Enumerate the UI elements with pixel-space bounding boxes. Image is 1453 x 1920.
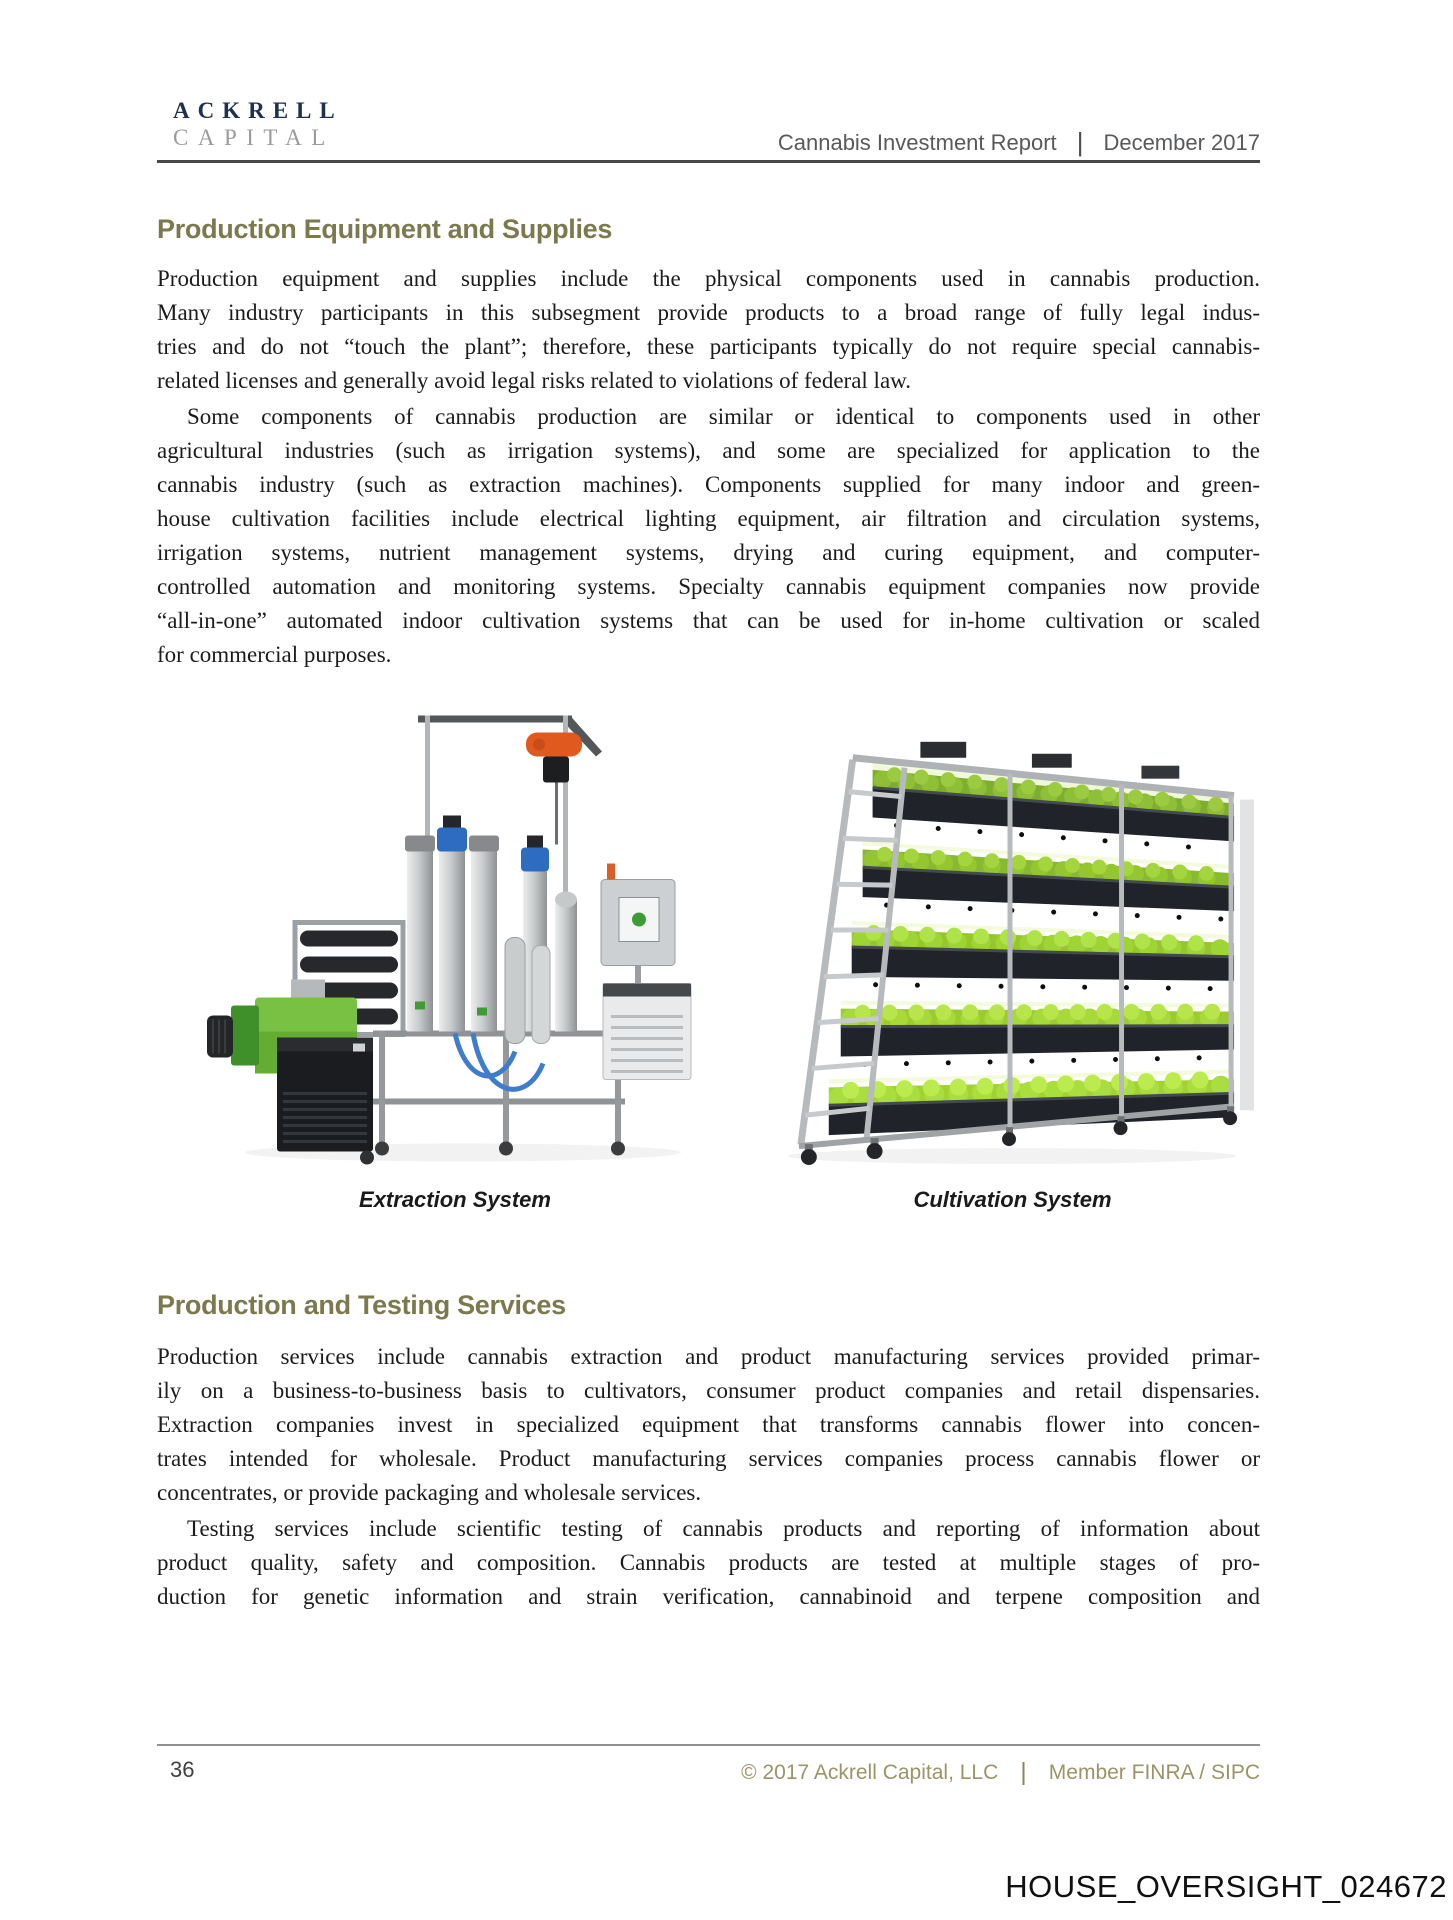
section-paragraphs [157, 262, 1260, 672]
figure-caption: Extraction System [359, 1187, 551, 1212]
extraction-system-image [205, 700, 705, 1168]
text-line: controlled automation and monitoring systems. Specialty cannabis equipment companies now provide [157, 574, 1260, 599]
ackrell-capital-logo [173, 99, 343, 149]
footer-right [741, 1757, 1260, 1786]
logo-line-capital: CAPITAL [173, 125, 335, 150]
bates-stamp-watermark: HOUSE_OVERSIGHT_024672 [1005, 1869, 1447, 1904]
text-line: Production services include cannabis extraction and product manufacturing services provided primar- [157, 1344, 1260, 1369]
text-line: ily on a business-to-business basis to cultivators, consumer product companies and retail dispensaries. [157, 1378, 1260, 1403]
header-separator: | [1076, 127, 1084, 157]
header-right [778, 126, 1260, 157]
footer-membership: Member FINRA / SIPC [1048, 1761, 1260, 1784]
text-line: duction for genetic information and strain verification, cannabinoid and terpene composition and [157, 1584, 1260, 1609]
footer-rule [157, 1744, 1260, 1746]
figure-caption: Cultivation System [913, 1187, 1112, 1212]
section-heading: Production Equipment and Supplies [157, 214, 613, 244]
paragraph [157, 1512, 1260, 1614]
footer-copyright: © 2017 Ackrell Capital, LLC [741, 1761, 999, 1784]
paragraph [157, 262, 1260, 398]
logo-line-ackrell: ACKRELL [173, 98, 343, 123]
text-line: house cultivation facilities include electrical lighting equipment, air filtration and circulation systems, [157, 506, 1260, 531]
extraction-system-figure [205, 700, 705, 1213]
header-rule [157, 160, 1260, 163]
cultivation-system-image [770, 700, 1255, 1168]
text-line: irrigation systems, nutrient management systems, drying and curing equipment, and computer- [157, 540, 1260, 565]
section-heading: Production and Testing Services [157, 1290, 566, 1320]
text-line: Many industry participants in this subsegment provide products to a broad range of fully legal indus- [157, 300, 1260, 325]
text-line: Some components of cannabis production are similar or identical to components used in other [187, 404, 1260, 429]
text-line: concentrates, or provide packaging and wholesale services. [157, 1480, 702, 1505]
page-number: 36 [170, 1757, 195, 1782]
section-paragraphs [157, 1340, 1260, 1614]
section-production-testing [157, 1288, 1260, 1614]
report-date: December 2017 [1103, 130, 1260, 155]
text-line: cannabis industry (such as extraction machines). Components supplied for many indoor and green- [157, 472, 1260, 497]
text-line: Extraction companies invest in specialized equipment that transforms cannabis flower into concen- [157, 1412, 1260, 1437]
paragraph [157, 1340, 1260, 1510]
cultivation-system-figure [770, 700, 1255, 1213]
section-production-equipment [157, 212, 1260, 672]
text-line: product quality, safety and composition. Cannabis products are tested at multiple stages of pro- [157, 1550, 1260, 1575]
text-line: agricultural industries (such as irrigation systems), and some are specialized for application to the [157, 438, 1260, 463]
text-line: for commercial purposes. [157, 642, 392, 667]
text-line: related licenses and generally avoid legal risks related to violations of federal law. [157, 368, 912, 393]
footer-separator: | [1020, 1758, 1027, 1786]
report-title: Cannabis Investment Report [777, 130, 1057, 155]
text-line: Testing services include scientific testing of cannabis products and reporting of information about [187, 1516, 1260, 1541]
text-line: Production equipment and supplies include the physical components used in cannabis production. [157, 266, 1260, 291]
paragraph [157, 400, 1260, 672]
text-line: tries and do not “touch the plant”; therefore, these participants typically do not require special cannabis- [157, 334, 1260, 359]
text-line: trates intended for wholesale. Product manufacturing services companies process cannabis flower or [157, 1446, 1260, 1471]
text-line: “all-in-one” automated indoor cultivation systems that can be used for in-home cultivation or scaled [157, 608, 1260, 633]
